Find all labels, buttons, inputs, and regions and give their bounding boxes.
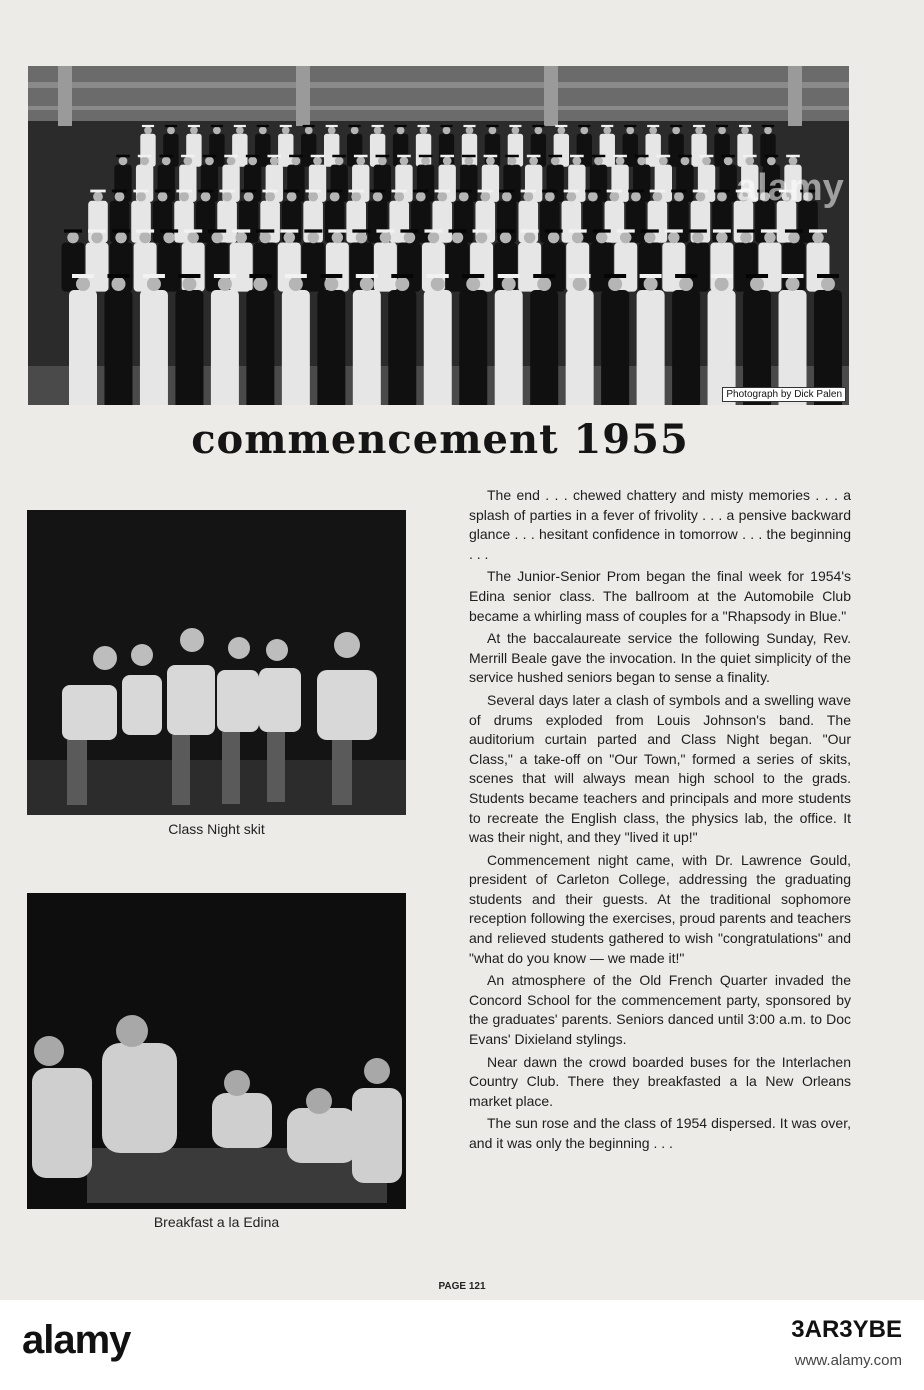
graduating-class-photo	[28, 66, 849, 405]
stock-logo: alamy	[22, 1318, 131, 1362]
breakfast-caption: Breakfast a la Edina	[153, 1214, 280, 1230]
article-paragraph: Near dawn the crowd boarded buses for the Interlachen Country Club. There they breakfasted a la New Orleans market place.	[469, 1053, 851, 1109]
stock-url: www.alamy.com	[794, 1352, 902, 1369]
article-paragraph: At the baccalaureate service the following Sunday, Rev. Merrill Beale gave the invocation. In the quiet simplicity of the service hushed seniors began to sense a finality.	[469, 630, 851, 686]
page-title: commencement 1955	[191, 416, 689, 463]
article-paragraph: The Junior-Senior Prom began the final week for 1954's Edina senior class. The ballroom at the Automobile Club became a whirling mass of couples for a "Rhapsody in Blue."	[469, 568, 851, 624]
class-night-graphic	[27, 510, 406, 815]
photo-credit: Photograph by Dick Palen	[722, 387, 846, 402]
article-paragraph: An atmosphere of the Old French Quarter invaded the Concord School for the commencement party, sponsored by the graduates' parents. Seniors danced until 3:00 a.m. to Doc Evans' Dixieland stylings.	[469, 972, 851, 1048]
stock-footer	[0, 1300, 924, 1390]
watermark: alamy	[736, 167, 844, 209]
article-body	[469, 486, 851, 1157]
article-paragraph: Several days later a clash of symbols and a swelling wave of drums exploded from Louis Johnson's band. The auditorium curtain parted and Class Night began. "Our Class," a take-off on "Our Town," formed a series of skits, scenes that will always mean high school to the grads. Students became teachers and principals and more students to recreate the English class, the physics lab, the office. It was their night, and they "lived it up!"	[469, 691, 851, 846]
class-night-photo	[27, 510, 406, 815]
breakfast-photo	[27, 893, 406, 1209]
graduating-class-graphic	[28, 66, 849, 405]
class-night-caption: Class Night skit	[168, 821, 265, 837]
article-paragraph: Commencement night came, with Dr. Lawrence Gould, president of Carleton College, addressing the graduating students and their guests. At the traditional sophomore reception following the exercises, proud parents and teachers and relieved students gathered to wish "congratulations" and "what do you know — we made it!"	[469, 851, 851, 966]
article-paragraph: The sun rose and the class of 1954 dispersed. It was over, and it was only the beginning . . .	[469, 1115, 851, 1151]
breakfast-graphic	[27, 893, 406, 1209]
article-paragraph: The end . . . chewed chattery and misty memories . . . a splash of parties in a fever of frivolity . . . a pensive backward glance . . . hesitant confidence in tomorrow . . . the beginning . . .	[469, 487, 851, 562]
stock-image-id: 3AR3YBE	[791, 1316, 902, 1343]
page-number: PAGE 121	[438, 1281, 486, 1292]
